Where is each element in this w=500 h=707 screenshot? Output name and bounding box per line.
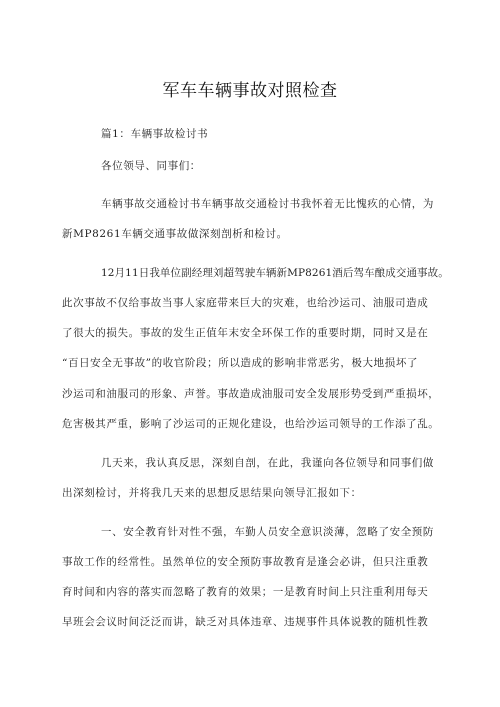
paragraph-line: 12月11日我单位副经理刘超驾驶车辆新MP8261酒后驾车酿成交通事故。 (101, 267, 449, 279)
paragraph-line: 危害极其严重，影响了沙运司的正规化建设，也给沙运司领导的工作添了乱。 (62, 418, 440, 430)
paragraph-line: 育时间和内容的落实而忽略了教育的效果；一是教育时间上只注重利用每天 (62, 586, 429, 598)
paragraph-line: 早班会会议时间泛泛而讲，缺乏对具体违章、违规事件具体说教的随机性教 (62, 616, 429, 628)
salutation: 各位领导、同事们： (101, 160, 201, 172)
paragraph-line: “百日安全无事故”的收官阶段；所以造成的影响非常恶劣，极大地损坏了 (62, 357, 419, 369)
paragraph-line: 几天来，我认真反思，深刻自剖，在此，我谨向各位领导和同事们做 (101, 457, 434, 469)
document-subtitle: 篇1：车辆事故检讨书 (101, 128, 209, 140)
paragraph-line: 了很大的损失。事故的发生正值年末安全环保工作的重要时期，同时又是在 (62, 327, 429, 339)
paragraph-line: 出深刻检讨，并将我几天来的思想反思结果向领导汇报如下： (62, 487, 362, 499)
paragraph-line: 沙运司和油服司的形象、声誉。事故造成油服司安全发展形势受到严重损坏， (62, 388, 440, 400)
paragraph-line: 一、安全教育针对性不强，车勤人员安全意识淡薄，忽略了安全预防 (101, 526, 434, 538)
paragraph-line: 车辆事故交通检讨书车辆事故交通检讨书我怀着无比愧疚的心情，为 (101, 198, 434, 210)
paragraph-line: 新MP8261车辆交通事故做深刻剖析和检讨。 (62, 228, 288, 240)
paragraph-line: 事故工作的经常性。虽然单位的安全预防事故教育是逢会必讲，但只注重教 (62, 556, 429, 568)
document-title: 军车车辆事故对照检查 (162, 81, 338, 101)
paragraph-line: 此次事故不仅给事故当事人家庭带来巨大的灾难，也给沙运司、油服司造成 (62, 297, 429, 309)
